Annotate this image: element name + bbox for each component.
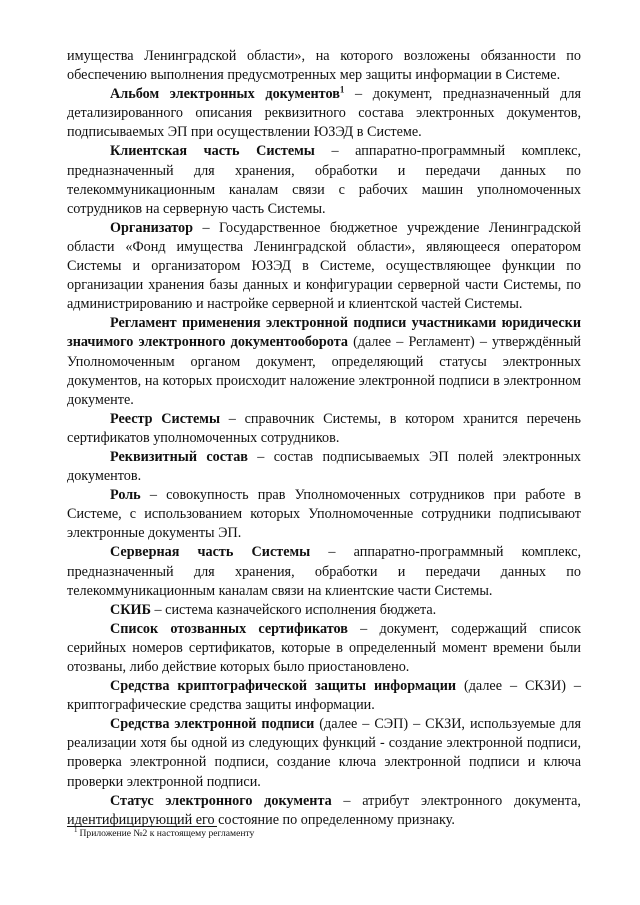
- definition-term: Клиентская часть Системы: [110, 143, 315, 160]
- definition-text: – документ, содержащий список серийных номеров сертификатов, которые в определенный момент времени были отозваны, либо действие которых было приостановлено.: [67, 620, 581, 675]
- definition-registry: [67, 410, 581, 448]
- definition-text: – документ, предназначенный для детализированного описания реквизитного состава электронных документов, подписываемых ЭП при осуществлении ЮЗЭД в Системе.: [67, 86, 581, 141]
- definition-role: [67, 486, 581, 543]
- definition-organizer: [67, 219, 581, 314]
- document-body: [67, 47, 581, 830]
- definition-text: – атрибут электронного документа, идентифицирующий его состояние по определенному признаку.: [67, 792, 581, 828]
- definition-regulation: [67, 314, 581, 409]
- definition-text: – справочник Системы, в котором хранится перечень сертификатов уполномоченных сотрудников.: [67, 410, 581, 446]
- definition-text: – аппаратно-программный комплекс, предназначенный для хранения, обработки и передачи данных по телекоммуникационным каналам связи на клиентские части Системы.: [67, 544, 581, 599]
- definition-requisite-composition: [67, 448, 581, 486]
- definition-text: – состав подписываемых ЭП полей электронных документов.: [67, 448, 581, 485]
- definition-text: – аппаратно-программный комплекс, предназначенный для хранения, обработки и передачи данных по телекоммуникационным каналам связи с рабочих машин уполномоченных сотрудников на серверную часть Системы.: [67, 143, 582, 217]
- definition-term: Организатор: [110, 219, 194, 236]
- definition-client-part: [67, 142, 581, 218]
- definition-term: Средства электронной подписи: [110, 716, 315, 733]
- definition-text: – совокупность прав Уполномоченных сотрудников при работе в Системе, с использованием которых Уполномоченные сотрудники подписывают электронные документы ЭП.: [67, 487, 581, 542]
- continuation-paragraph: имущества Ленинградской области», на которого возложены обязанности по обеспечению выполнения предусмотренных мер защиты информации в Системе.: [67, 48, 581, 84]
- definition-album: [67, 85, 581, 142]
- definition-term: Регламент применения электронной подписи участниками юридически значимого электронного документооборота: [67, 315, 581, 351]
- definition-text: – система казначейского исполнения бюджета.: [150, 601, 437, 618]
- footnote-text: Приложение №2 к настоящему регламенту: [79, 828, 255, 839]
- definition-term: Статус электронного документа: [110, 792, 332, 809]
- definition-term: Роль: [110, 487, 141, 504]
- definition-term: СКИБ: [110, 601, 151, 618]
- definition-term: Серверная часть Системы: [110, 544, 311, 561]
- definition-revocation-list: [67, 620, 581, 677]
- definition-text: (далее – СКЗИ) – криптографические средства защиты информации.: [67, 678, 581, 714]
- footnote-reference: 1: [339, 84, 345, 95]
- definition-term: Список отозванных сертификатов: [110, 620, 348, 637]
- definition-skib: [67, 601, 581, 620]
- definition-term: Реестр Системы: [110, 410, 221, 427]
- definition-skzi: [67, 677, 581, 715]
- definition-term: Средства криптографической защиты информации: [110, 678, 457, 695]
- footnote: [74, 825, 474, 840]
- definition-sep: [67, 715, 581, 791]
- definition-text: (далее – Регламент) – утверждённый Уполномоченным органом документ, определяющий статусы электронных документов, на которых происходит наложение электронной подписи в электронном документе.: [67, 334, 581, 408]
- footnote-separator: [67, 826, 217, 827]
- definition-text: (далее – СЭП) – СКЗИ, используемые для реализации хотя бы одной из следующих функций - создание электронной подписи, проверка электронной подписи, создание ключа электронной подписи и ключа проверки электронной подписи.: [67, 716, 581, 790]
- definition-server-part: [67, 543, 581, 600]
- definition-text: – Государственное бюджетное учреждение Ленинградской области «Фонд имущества Ленинградской области», являющееся оператором Системы и организатором ЮЗЭД в Системе, осуществляющее функции по организации хранения базы данных и конфигурации серверной части Системы, по администрированию и настройке серверной и клиентской частей Системы.: [67, 219, 581, 313]
- definition-term: Реквизитный состав: [110, 448, 248, 465]
- definition-document-status: [67, 792, 581, 830]
- footnote-mark: 1: [74, 825, 78, 834]
- definition-term: Альбом электронных документов: [110, 86, 340, 103]
